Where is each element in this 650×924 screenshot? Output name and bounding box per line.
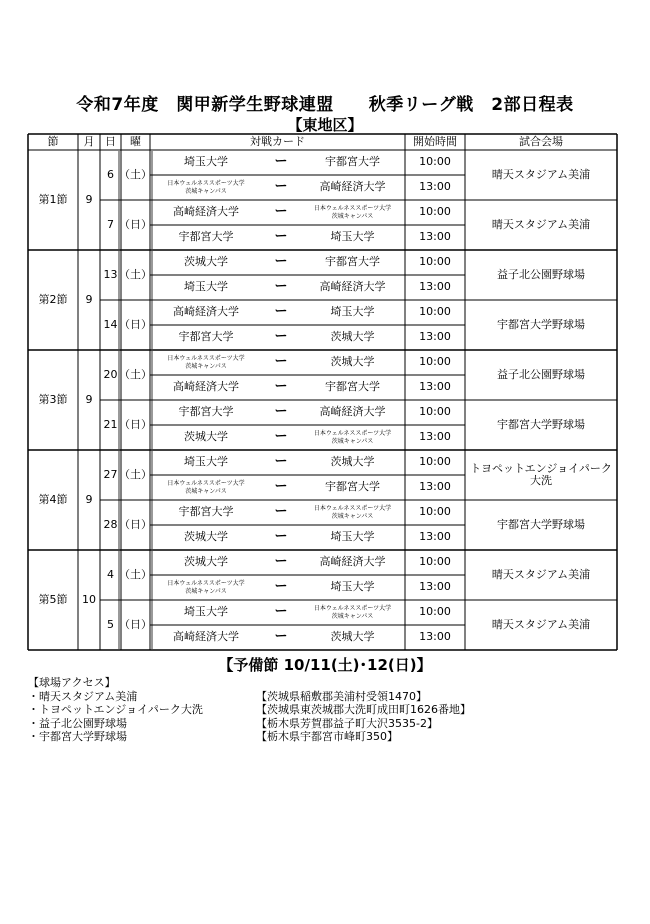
- access-row: [28, 703, 471, 717]
- team-name-line: 茨城キャンパス: [185, 187, 227, 195]
- section-month: 10: [82, 592, 96, 606]
- versus-dash: ー: [274, 529, 288, 545]
- away-team: 宇都宮大学: [325, 480, 380, 494]
- day-of-week: （土）: [119, 267, 152, 281]
- day-number: 4: [107, 567, 114, 581]
- away-team: [300, 500, 405, 525]
- versus-dash: ー: [274, 154, 288, 170]
- header-weekday: 曜: [130, 134, 141, 148]
- versus-dash: ー: [274, 379, 288, 395]
- start-time: 13:00: [419, 280, 451, 294]
- start-time: 13:00: [419, 630, 451, 644]
- access-row: [28, 730, 471, 744]
- versus-dash: ー: [274, 579, 288, 595]
- venue-name: トヨペットエンジョイパーク大洗: [470, 461, 612, 487]
- away-team: 茨城大学: [330, 355, 375, 369]
- start-time: 10:00: [419, 555, 451, 569]
- day-of-week: （土）: [119, 167, 152, 181]
- away-team: 高崎経済大学: [319, 280, 386, 294]
- day-number: 5: [107, 617, 114, 631]
- home-team: 茨城大学: [184, 555, 228, 569]
- section-month: 9: [85, 292, 93, 306]
- access-row: [28, 690, 471, 704]
- venue-name: 晴天スタジアム美浦: [491, 567, 591, 581]
- home-team: 宇都宮大学: [178, 505, 234, 519]
- access-venue: ・トヨペットエンジョイパーク大洗: [28, 703, 203, 716]
- start-time: 13:00: [419, 230, 451, 244]
- header-day: 日: [105, 134, 116, 148]
- venue-name: 晴天スタジアム美浦: [491, 617, 591, 631]
- start-time: 10:00: [419, 355, 451, 369]
- section-month: 9: [85, 392, 93, 406]
- start-time: 10:00: [419, 405, 451, 419]
- section-month: 9: [85, 192, 93, 206]
- start-time: 10:00: [419, 205, 451, 219]
- page-title: 令和7年度 関甲新学生野球連盟 秋季リーグ戦 2部日程表: [76, 95, 574, 115]
- away-team: 埼玉大学: [330, 580, 375, 594]
- team-name-line: 日本ウェルネススポーツ大学: [167, 355, 245, 362]
- reserve-note: 【予備節 10/11(土)･12(日)】: [218, 656, 432, 674]
- away-team: 宇都宮大学: [325, 155, 380, 169]
- start-time: 13:00: [419, 380, 451, 394]
- venue-name: 宇都宮大学野球場: [497, 517, 585, 531]
- section-month: 9: [85, 492, 93, 506]
- section-label: 第2節: [38, 292, 68, 306]
- away-team: 埼玉大学: [330, 230, 375, 244]
- away-team: 宇都宮大学: [325, 380, 380, 394]
- home-team: 埼玉大学: [184, 455, 228, 469]
- versus-dash: ー: [274, 354, 288, 370]
- home-team: 高崎経済大学: [173, 380, 239, 394]
- day-of-week: （日）: [119, 517, 152, 531]
- section-label: 第1節: [38, 192, 68, 206]
- team-name-line: 茨城キャンパス: [331, 437, 374, 445]
- day-number: 21: [103, 417, 118, 431]
- team-name-line: 茨城キャンパス: [331, 212, 374, 220]
- access-address: 【栃木県宇都宮市峰町350】: [256, 730, 398, 743]
- versus-dash: ー: [274, 454, 288, 470]
- team-name-line: 日本ウェルネススポーツ大学: [313, 430, 392, 437]
- home-team: 高崎経済大学: [173, 630, 239, 644]
- team-name-line: 日本ウェルネススポーツ大学: [167, 480, 245, 487]
- away-team: 宇都宮大学: [325, 255, 380, 269]
- venue-name: 益子北公園野球場: [497, 367, 585, 381]
- away-team: [300, 600, 405, 625]
- access-venue: ・宇都宮大学野球場: [28, 730, 127, 743]
- start-time: 13:00: [419, 480, 451, 494]
- day-number: 6: [107, 167, 114, 181]
- access-row: [28, 717, 471, 731]
- day-of-week: （土）: [119, 567, 152, 581]
- day-of-week: （日）: [119, 417, 152, 431]
- start-time: 13:00: [419, 180, 451, 194]
- versus-dash: ー: [274, 304, 288, 320]
- home-team: 埼玉大学: [184, 605, 228, 619]
- day-of-week: （日）: [119, 617, 152, 631]
- start-time: 13:00: [419, 530, 451, 544]
- venue-name: 宇都宮大学野球場: [497, 417, 585, 431]
- day-of-week: （日）: [119, 217, 152, 231]
- home-team: 高崎経済大学: [173, 305, 239, 319]
- away-team: 埼玉大学: [330, 530, 375, 544]
- away-team: 茨城大学: [330, 630, 375, 644]
- away-team: 高崎経済大学: [319, 405, 386, 419]
- versus-dash: ー: [274, 479, 288, 495]
- team-name-line: 日本ウェルネススポーツ大学: [167, 180, 245, 187]
- team-name-line: 茨城キャンパス: [185, 587, 227, 595]
- start-time: 10:00: [419, 505, 451, 519]
- away-team: [300, 200, 405, 225]
- team-name-line: 茨城キャンパス: [331, 512, 374, 520]
- versus-dash: ー: [274, 429, 288, 445]
- versus-dash: ー: [274, 279, 288, 295]
- day-number: 14: [103, 317, 118, 331]
- venue-name: 宇都宮大学野球場: [497, 317, 585, 331]
- home-team: [150, 475, 262, 500]
- venue-name: 益子北公園野球場: [497, 267, 585, 281]
- versus-dash: ー: [274, 404, 288, 420]
- versus-dash: ー: [274, 179, 288, 195]
- home-team: 茨城大学: [184, 530, 228, 544]
- day-number: 13: [103, 267, 118, 281]
- away-team: 埼玉大学: [330, 305, 375, 319]
- home-team: 茨城大学: [184, 430, 228, 444]
- access-venue: ・益子北公園野球場: [28, 716, 127, 730]
- versus-dash: ー: [274, 329, 288, 345]
- day-of-week: （日）: [119, 317, 152, 331]
- versus-dash: ー: [274, 204, 288, 220]
- day-number: 28: [103, 517, 118, 531]
- versus-dash: ー: [274, 604, 288, 620]
- access-address: 【栃木県芳賀郡益子町大沢3535-2】: [256, 716, 438, 730]
- team-name-line: 日本ウェルネススポーツ大学: [313, 205, 392, 212]
- home-team: 宇都宮大学: [178, 405, 234, 419]
- day-number: 7: [107, 217, 114, 231]
- home-team: 茨城大学: [184, 255, 228, 269]
- team-name-line: 茨城キャンパス: [185, 487, 227, 495]
- header-month: 月: [83, 134, 95, 148]
- home-team: [150, 175, 262, 200]
- header-matchup: 対戦カード: [250, 134, 305, 148]
- header-venue: 試合会場: [519, 134, 563, 148]
- start-time: 13:00: [419, 330, 451, 344]
- access-address: 【茨城県東茨城郡大洗町成田町1626番地】: [256, 703, 471, 716]
- away-team: 高崎経済大学: [319, 555, 386, 569]
- section-label: 第4節: [38, 492, 68, 506]
- home-team: 宇都宮大学: [178, 230, 234, 244]
- versus-dash: ー: [274, 504, 288, 520]
- team-name-line: 茨城キャンパス: [185, 362, 227, 370]
- home-team: [150, 575, 262, 600]
- home-team: 宇都宮大学: [178, 330, 234, 344]
- versus-dash: ー: [274, 229, 288, 245]
- day-number: 20: [103, 367, 118, 381]
- access-section: [28, 676, 471, 744]
- venue-name: 晴天スタジアム美浦: [491, 217, 591, 231]
- header-start-time: 開始時間: [413, 134, 457, 148]
- section-label: 第3節: [38, 392, 68, 406]
- away-team: 茨城大学: [330, 455, 375, 469]
- home-team: 高崎経済大学: [173, 205, 239, 219]
- home-team: 埼玉大学: [184, 280, 228, 294]
- away-team: 茨城大学: [330, 330, 375, 344]
- venue-name: 晴天スタジアム美浦: [491, 167, 591, 181]
- start-time: 10:00: [419, 155, 451, 169]
- access-address: 【茨城県稲敷郡美浦村受領1470】: [256, 689, 427, 703]
- start-time: 13:00: [419, 580, 451, 594]
- versus-dash: ー: [274, 629, 288, 645]
- start-time: 10:00: [419, 255, 451, 269]
- versus-dash: ー: [274, 554, 288, 570]
- versus-dash: ー: [274, 254, 288, 270]
- day-of-week: （土）: [119, 467, 152, 481]
- region-label: 【東地区】: [287, 116, 363, 134]
- start-time: 10:00: [419, 305, 451, 319]
- team-name-line: 茨城キャンパス: [331, 612, 374, 620]
- start-time: 10:00: [419, 455, 451, 469]
- team-name-line: 日本ウェルネススポーツ大学: [313, 605, 392, 612]
- header-section: 節: [47, 134, 59, 148]
- access-heading: 【球場アクセス】: [28, 676, 116, 689]
- away-team: 高崎経済大学: [319, 180, 386, 194]
- start-time: 10:00: [419, 605, 451, 619]
- home-team: [150, 350, 262, 375]
- team-name-line: 日本ウェルネススポーツ大学: [313, 505, 392, 512]
- team-name-line: 日本ウェルネススポーツ大学: [167, 580, 245, 587]
- home-team: 埼玉大学: [184, 155, 228, 169]
- day-number: 27: [103, 467, 118, 481]
- day-of-week: （土）: [119, 367, 152, 381]
- section-label: 第5節: [38, 592, 68, 606]
- away-team: [300, 425, 405, 450]
- start-time: 13:00: [419, 430, 451, 444]
- access-venue: ・晴天スタジアム美浦: [28, 689, 138, 703]
